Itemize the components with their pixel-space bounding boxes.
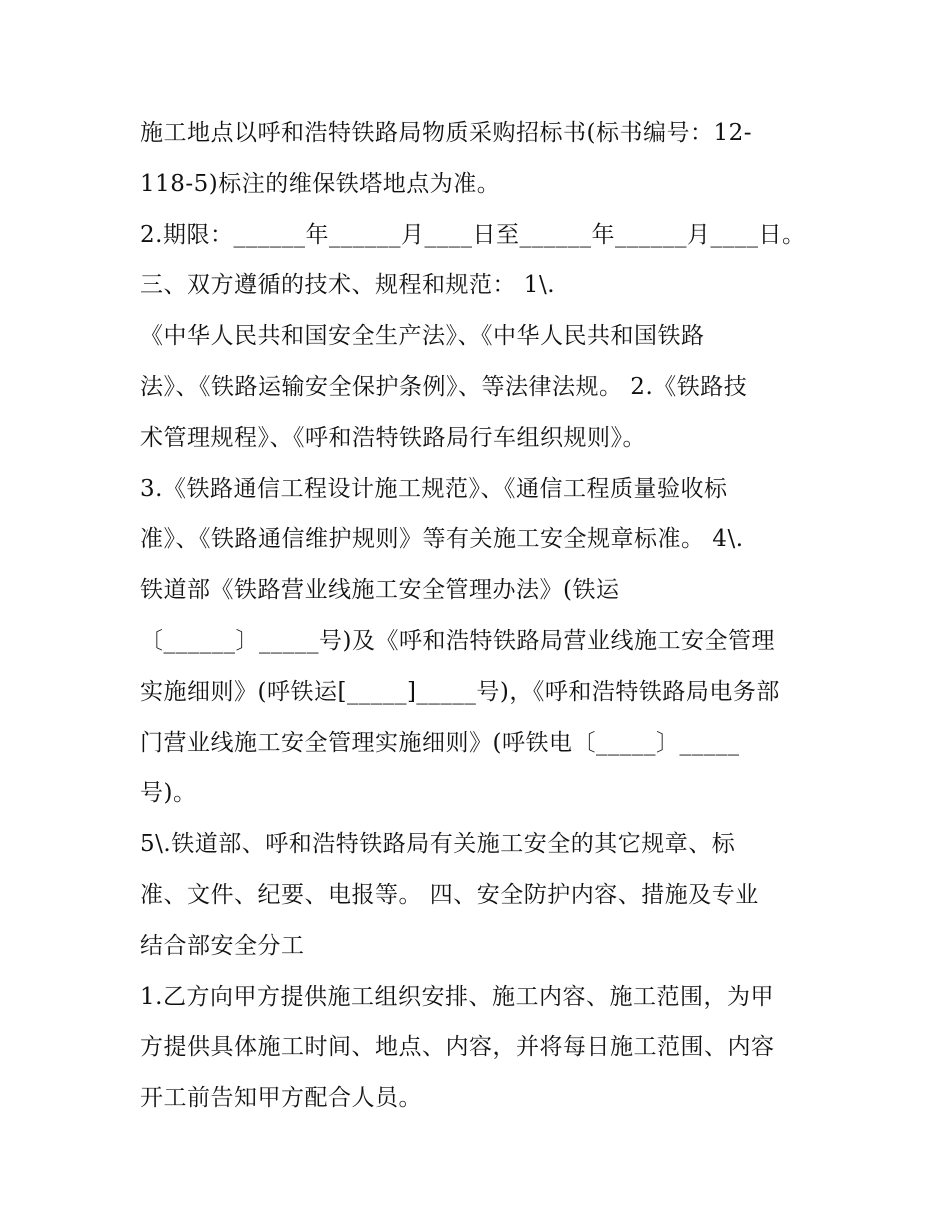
text-line: 铁道部《铁路营业线施工安全管理办法》(铁运 [140, 577, 620, 604]
text-line: 开工前告知甲方配合人员。 [140, 1085, 422, 1112]
text-line: 结合部安全分工 [140, 932, 305, 959]
text-line: 法》、《铁路运输安全保护条例》、等法律法规。 2.《铁路技 [140, 373, 748, 400]
text-line: 1.乙方向甲方提供施工组织安排、施工内容、施工范围，为甲 [140, 983, 774, 1010]
text-line: 准》、《铁路通信维护规则》等有关施工安全规章标准。 4\. [140, 526, 744, 553]
text-line: 门营业线施工安全管理实施细则》(呼铁电〔_____〕_____ [140, 729, 740, 756]
text-line: 实施细则》(呼铁运[_____]_____号)，《呼和浩特铁路局电务部 [140, 678, 780, 705]
text-line: 方提供具体施工时间、地点、内容，并将每日施工范围、内容 [140, 1034, 775, 1061]
text-line: 术管理规程》、《呼和浩特铁路局行车组织规则》。 [140, 424, 646, 451]
text-line: 〔______〕_____号)及《呼和浩特铁路局营业线施工安全管理 [140, 627, 775, 654]
text-line: 118-5)标注的维保铁塔地点为准。 [140, 170, 501, 197]
text-line: 三、双方遵循的技术、规程和规范： 1\. [140, 272, 556, 299]
text-line: 准、文件、纪要、电报等。 四、安全防护内容、措施及专业 [140, 881, 759, 908]
text-line: 3.《铁路通信工程设计施工规范》、《通信工程质量验收标 [140, 475, 728, 502]
document-body [140, 108, 840, 1124]
text-line: 5\.铁道部、呼和浩特铁路局有关施工安全的其它规章、标 [140, 831, 736, 858]
text-line: 《中华人民共和国安全生产法》、《中华人民共和国铁路 [140, 323, 705, 350]
text-line: 号)。 [140, 780, 197, 807]
text-line: 2.期限：______年______月____日至______年______月____日。 [140, 221, 806, 248]
text-line: 施工地点以呼和浩特铁路局物质采购招标书(标书编号：12- [140, 120, 753, 146]
